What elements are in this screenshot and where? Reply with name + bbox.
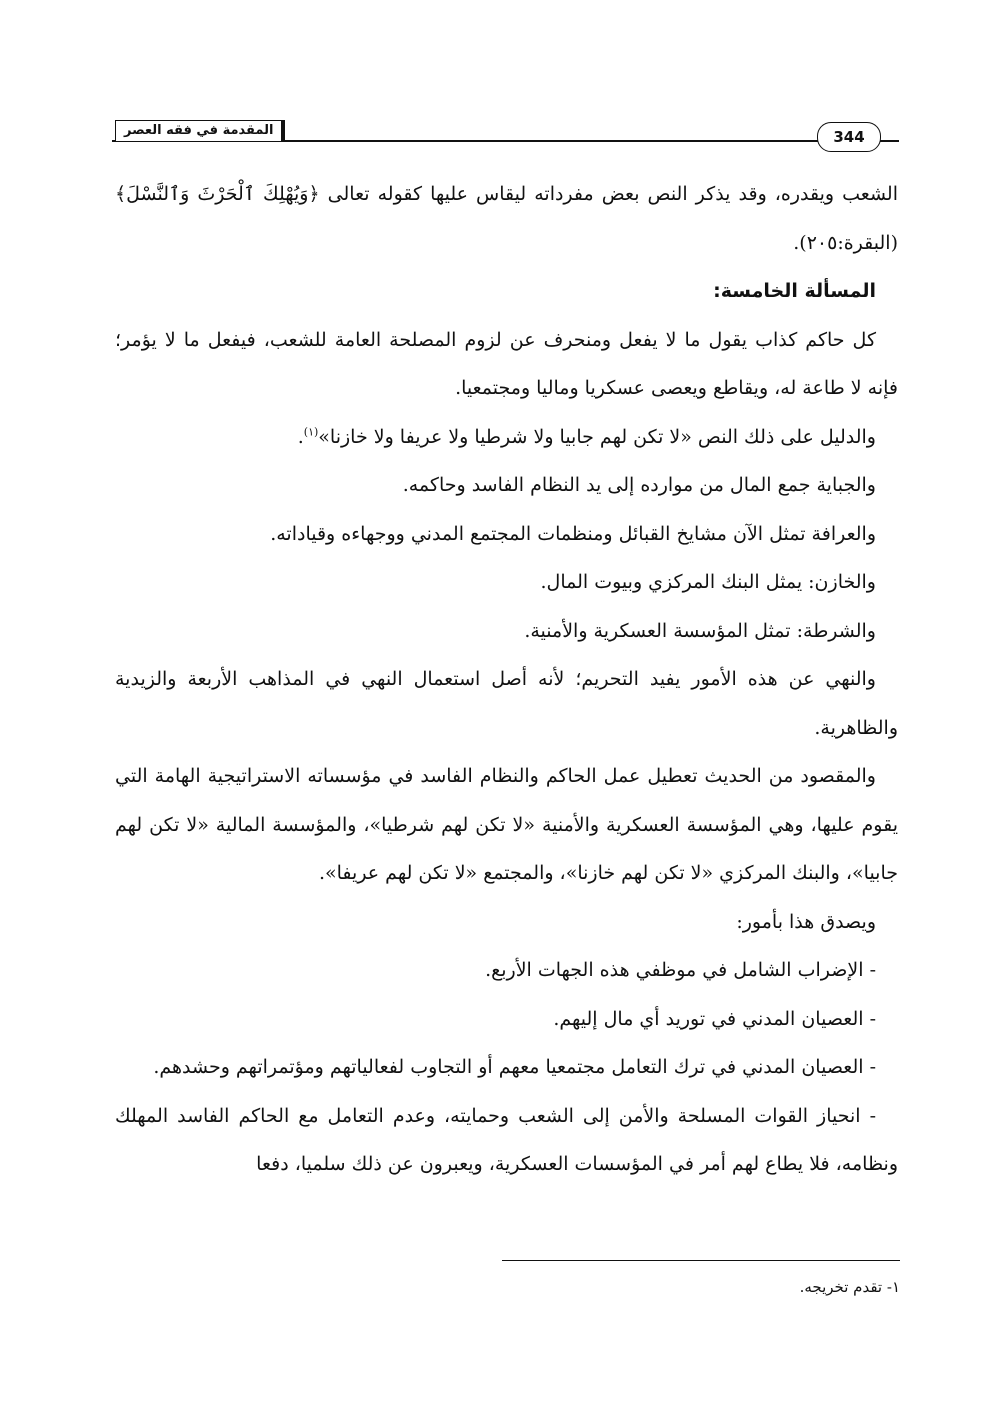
paragraph-intro-list: ويصدق هذا بأمور: <box>736 910 876 933</box>
paragraph-evidence <box>115 413 898 462</box>
paragraph-irafa: والعرافة تمثل الآن مشايخ القبائل ومنظمات المجتمع المدني ووجهاءه وقياداته. <box>270 522 876 545</box>
list-item: - الإضراب الشامل في موظفي هذه الجهات الأربع. <box>485 959 876 981</box>
footnote: ١- تقدم تخريجه. <box>799 1278 900 1296</box>
paragraph-jibaya: والجباية جمع المال من موارده إلى يد النظام الفاسد وحاكمه. <box>402 474 876 496</box>
paragraph-quran-citation: الشعب ويقدره، وقد يذكر النص بعض مفرداته ليقاس عليها كقوله تعالى ﴿وَيُهْلِكَ ٱلْحَرْثَ وَٱلنَّسْلَ﴾ (البقرة:٢٠٥). <box>115 183 898 254</box>
paragraph-shurta: والشرطة: تمثل المؤسسة العسكرية والأمنية. <box>524 619 876 642</box>
book-title: المقدمة في فقه العصر <box>115 120 285 141</box>
paragraph-prohibition: والنهي عن هذه الأمور يفيد التحريم؛ لأنه أصل استعمال النهي في المذاهب الأربعة والزيدية والظاهرية. <box>115 668 898 739</box>
section-heading: المسألة الخامسة: <box>713 280 876 302</box>
list-item: - انحياز القوات المسلحة والأمن إلى الشعب وحمايته، وعدم التعامل مع الحاكم الفاسد المهلك ونظامه، فلا يطاع لهم أمر في المؤسسات العسكرية، ويعبرون عن ذلك سلميا، دفعا <box>115 1104 898 1175</box>
evidence-end: . <box>297 425 304 448</box>
page-header <box>112 118 899 148</box>
evidence-text: والدليل على ذلك النص «لا تكن لهم جابيا ولا شرطيا ولا عريفا ولا خازنا» <box>318 425 876 448</box>
page-number: 344 <box>817 122 881 152</box>
paragraph-khazin: والخازن: يمثل البنك المركزي وبيوت المال. <box>540 571 876 593</box>
list-item: - العصيان المدني في ترك التعامل مجتمعيا معهم أو التجاوب لفعالياتهم ومؤتمراتهم وحشدهم. <box>153 1056 876 1078</box>
footnote-reference[interactable]: (١) <box>303 425 319 439</box>
paragraph-purpose: والمقصود من الحديث تعطيل عمل الحاكم والنظام الفاسد في مؤسساته الاستراتيجية الهامة التي يقوم عليها، وهي المؤسسة العسكرية والأمنية «لا تكن لهم شرطيا»، والمؤسسة المالية «لا تكن لهم جابيا»، والبنك المركزي «لا تكن لهم خازنا»، والمجتمع «لا تكن لهم عريفا». <box>115 765 898 884</box>
body-text <box>115 170 898 1189</box>
list-item: - العصيان المدني في توريد أي مال إليهم. <box>553 1007 876 1030</box>
footnote-rule <box>502 1260 900 1261</box>
paragraph-ruling: كل حاكم كذاب يقول ما لا يفعل ومنحرف عن لزوم المصلحة العامة للشعب، فيفعل ما لا يؤمر؛ فإنه لا طاعة له، ويقاطع ويعصى عسكريا وماليا ومجتمعيا. <box>115 328 898 399</box>
